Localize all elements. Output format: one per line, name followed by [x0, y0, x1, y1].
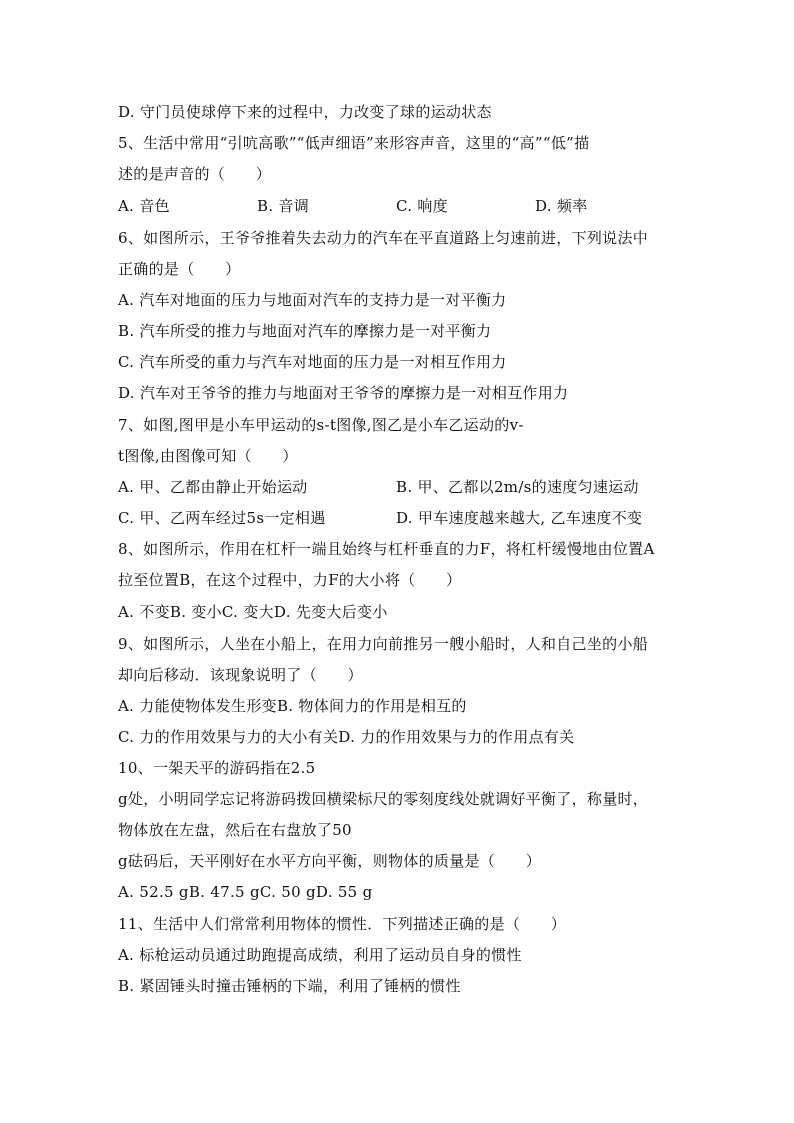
q7-option-c: C. 甲、乙两车经过5s一定相遇 — [118, 509, 326, 527]
q7-stem-line1: 7、如图,图甲是小车甲运动的s-t图像,图乙是小车乙运动的v- — [118, 416, 524, 434]
q5-stem-line2: 述的是声音的（ ） — [118, 165, 272, 183]
q11-option-b: B. 紧固锤头时撞击锤柄的下端，利用了锤柄的惯性 — [118, 977, 461, 995]
q7-option-d: D. 甲车速度越来越大, 乙车速度不变 — [396, 509, 643, 527]
q10-stem-line1: 10、一架天平的游码指在2.5 — [118, 759, 316, 777]
q10-options: A. 52.5 gB. 47.5 gC. 50 gD. 55 g — [118, 883, 373, 901]
q6-option-c: C. 汽车所受的重力与汽车对地面的压力是一对相互作用力 — [118, 353, 507, 371]
q8-stem-line2: 拉至位置B，在这个过程中，力F的大小将（ ） — [118, 571, 462, 589]
q9-options-line1: A. 力能使物体发生形变B. 物体间力的作用是相互的 — [118, 697, 467, 715]
q9-stem-line2: 却向后移动．该现象说明了（ ） — [118, 666, 363, 684]
q10-stem-line4: g砝码后，天平刚好在水平方向平衡，则物体的质量是（ ） — [118, 852, 542, 870]
q5-option-b: B. 音调 — [257, 197, 310, 215]
q10-stem-line2: g处，小明同学忘记将游码拨回横梁标尺的零刻度线处就调好平衡了，称量时， — [118, 790, 649, 808]
q6-stem-line1: 6、如图所示，王爷爷推着失去动力的汽车在平直道路上匀速前进，下列说法中 — [118, 229, 649, 247]
q5-option-d: D. 频率 — [535, 197, 588, 215]
q6-option-b: B. 汽车所受的推力与地面对汽车的摩擦力是一对平衡力 — [118, 322, 492, 340]
q11-stem-line1: 11、生活中人们常常利用物体的惯性．下列描述正确的是（ ） — [118, 915, 567, 933]
q7-option-b: B. 甲、乙都以2m/s的速度匀速运动 — [396, 478, 639, 496]
q7-option-a: A. 甲、乙都由静止开始运动 — [118, 478, 308, 496]
q6-option-d: D. 汽车对王爷爷的推力与地面对王爷爷的摩擦力是一对相互作用力 — [118, 384, 569, 402]
q8-options: A. 不变B. 变小C. 变大D. 先变大后变小 — [118, 603, 388, 621]
q9-stem-line1: 9、如图所示，人坐在小船上，在用力向前推另一艘小船时，人和自己坐的小船 — [118, 635, 649, 653]
q5-option-c: C. 响度 — [396, 197, 448, 215]
q6-option-a: A. 汽车对地面的压力与地面对汽车的支持力是一对平衡力 — [118, 291, 507, 309]
q8-stem-line1: 8、如图所示，作用在杠杆一端且始终与杠杆垂直的力F，将杠杆缓慢地由位置A — [118, 540, 655, 558]
q11-option-a: A. 标枪运动员通过助跑提高成绩，利用了运动员自身的惯性 — [118, 946, 522, 964]
q10-stem-line3: 物体放在左盘，然后在右盘放了50 — [118, 821, 352, 839]
q9-options-line2: C. 力的作用效果与力的大小有关D. 力的作用效果与力的作用点有关 — [118, 728, 575, 746]
q5-stem-line1: 5、生活中常用“引吭高歌”“低声细语”来形容声音，这里的“高”“低”描 — [118, 134, 590, 152]
q4-option-d: D. 守门员使球停下来的过程中，力改变了球的运动状态 — [118, 103, 492, 121]
q5-option-a: A. 音色 — [118, 197, 170, 215]
q6-stem-line2: 正确的是（ ） — [118, 260, 241, 278]
q7-stem-line2: t图像,由图像可知（ ） — [118, 447, 298, 465]
